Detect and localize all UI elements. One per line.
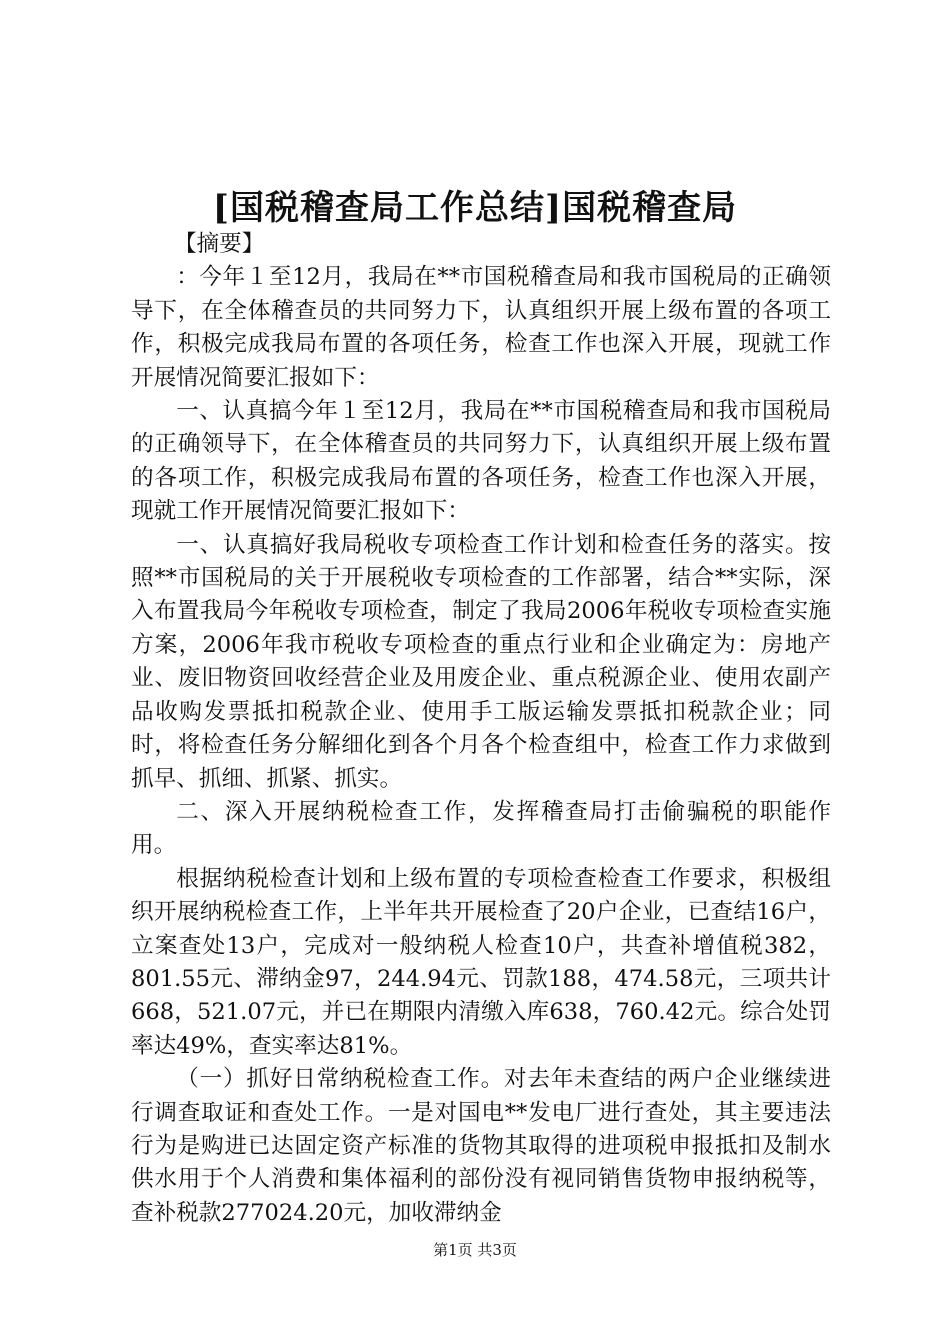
paragraph: （一）抓好日常纳税检查工作。对去年未查结的两户企业继续进行调查取证和查处工作。一是对国电**发电厂进行查处，其主要违法行为是购进已达固定资产标准的货物其取得的进项税申报抵扣及制水供水用于个人消费和集体福利的部份没有视同销售货物申报纳税等，查补税款277024.20元，加收滞纳金 (131, 1066, 831, 1226)
paragraph: 一、认真搞好我局税收专项检查工作计划和检查任务的落实。按照**市国税局的关于开展税收专项检查的工作部署，结合**实际，深入布置我局今年税收专项检查，制定了我局2006年税收专项检查实施方案，2006年我市税收专项检查的重点行业和企业确定为：房地产业、废旧物资回收经营企业及用废企业、重点税源企业、使用农副产品收购发票抵扣税款企业、使用手工版运输发票抵扣税款企业；同时，将检查任务分解细化到各个月各个检查组中，检查工作力求做到抓早、抓细、抓紧、抓实。 (131, 531, 831, 792)
paragraph: ：今年１至12月，我局在**市国税稽查局和我市国税局的正确领导下，在全体稽查员的共同努力下，认真组织开展上级布置的各项工作，积极完成我局布置的各项任务，检查工作也深入开展，现就工作开展情况简要汇报如下： (131, 264, 831, 391)
document-body (131, 228, 831, 1230)
paragraph: 二、深入开展纳税检查工作，发挥稽查局打击偷骗税的职能作用。 (131, 798, 831, 859)
page-number-footer: 第1页 共3页 (433, 1241, 517, 1259)
abstract-heading: 【摘要】 (173, 231, 265, 257)
paragraph: 一、认真搞今年１至12月，我局在**市国税稽查局和我市国税局的正确领导下，在全体稽查员的共同努力下，认真组织开展上级布置的各项工作，积极完成我局布置的各项任务，检查工作也深入开展，现就工作开展情况简要汇报如下： (131, 398, 831, 525)
paragraph: 根据纳税检查计划和上级布置的专项检查检查工作要求，积极组织开展纳税检查工作，上半年共开展检查了20户企业，已查结16户，立案查处13户，完成对一般纳税人检查10户，共查补增值税382，801.55元、滞纳金97，244.94元、罚款188，474.58元，三项共计668，521.07元，并已在期限内清缴入库638，760.42元。综合处罚率达49%，查实率达81%。 (131, 865, 831, 1059)
document-title: [国税稽查局工作总结]国税稽查局 (212, 188, 738, 228)
